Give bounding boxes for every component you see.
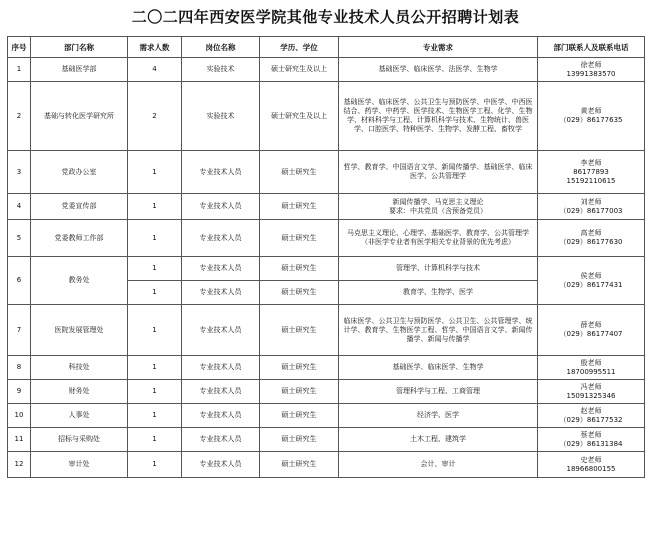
row-number: 4 <box>8 194 31 220</box>
row-number: 1 <box>8 58 31 82</box>
headcount: 2 <box>128 82 182 151</box>
major-requirements: 基础医学、临床医学、公共卫生与预防医学、中医学、中西医结合、药学、中药学、医学技术、生物医学工程、化学、生物学、材料科学与工程、计算机科学与技术、生物统计、兽医学、口腔医学、特种医学、生物学、发酵工程、畜牧学 <box>339 82 538 151</box>
contact-phone: 18700995511 <box>566 367 616 376</box>
headcount: 1 <box>128 281 182 305</box>
contact-phone: 15091325346 <box>566 391 616 400</box>
table-row <box>8 151 645 194</box>
row-number: 9 <box>8 380 31 404</box>
major-requirements: 教育学、生物学、医学 <box>339 281 538 305</box>
education-level: 硕士研究生 <box>260 428 339 452</box>
department-name: 财务处 <box>31 380 128 404</box>
contact-person: 徐老师 <box>580 60 602 69</box>
contact-person: 蔡老师 <box>580 430 602 439</box>
department-name: 教务处 <box>31 257 128 305</box>
education-level: 硕士研究生 <box>260 356 339 380</box>
education-level: 硕士研究生 <box>260 194 339 220</box>
headcount: 1 <box>128 257 182 281</box>
headcount: 1 <box>128 452 182 478</box>
recruitment-plan-table <box>7 36 645 478</box>
contact-person: 殷老师 <box>580 358 602 367</box>
education-level: 硕士研究生 <box>260 404 339 428</box>
contact-phone: （029）86177630 <box>559 238 623 246</box>
education-level: 硕士研究生 <box>260 452 339 478</box>
contact-phone: 86177893 <box>573 167 609 176</box>
table-row <box>8 257 645 281</box>
department-contact <box>538 194 645 220</box>
row-number: 7 <box>8 305 31 356</box>
contact-phone: （029）86177431 <box>559 280 623 289</box>
department-contact <box>538 380 645 404</box>
document-title: 二〇二四年西安医学院其他专业技术人员公开招聘计划表 <box>131 8 520 26</box>
department-contact <box>538 452 645 478</box>
education-level: 硕士研究生 <box>260 281 339 305</box>
headcount: 1 <box>128 404 182 428</box>
contact-person: 赵老师 <box>580 406 602 415</box>
department-contact <box>538 257 645 305</box>
contact-person: 侯老师 <box>580 271 602 280</box>
post-name: 专业技术人员 <box>182 380 260 404</box>
major-requirements: 基础医学、临床医学、法医学、生物学 <box>339 58 538 82</box>
header-contact: 部门联系人及联系电话 <box>538 37 645 58</box>
major-requirements: 马克思主义理论、心理学、基础医学、教育学、公共管理学（非医学专业者有医学相关专业背景的优先考虑） <box>339 220 538 257</box>
contact-phone: 15192110615 <box>566 176 616 185</box>
major-requirements: 管理学、计算机科学与技术 <box>339 257 538 281</box>
education-level: 硕士研究生 <box>260 305 339 356</box>
major-requirements: 临床医学、公共卫生与预防医学、公共卫生、公共管理学、统计学、教育学、生物医学工程、哲学、中国语言文学、新闻传播学、新闻与传播学 <box>339 305 538 356</box>
contact-person: 薛老师 <box>580 321 602 329</box>
post-name: 专业技术人员 <box>182 428 260 452</box>
education-level: 硕士研究生及以上 <box>260 58 339 82</box>
contact-person: 李老师 <box>580 158 602 167</box>
contact-person: 黄老师 <box>580 107 602 115</box>
headcount: 1 <box>128 194 182 220</box>
row-number: 3 <box>8 151 31 194</box>
education-level: 硕士研究生 <box>260 151 339 194</box>
header-requirements: 专业需求 <box>339 37 538 58</box>
post-name: 专业技术人员 <box>182 452 260 478</box>
department-name: 党委教师工作部 <box>31 220 128 257</box>
post-name: 专业技术人员 <box>182 281 260 305</box>
row-number: 8 <box>8 356 31 380</box>
row-number: 11 <box>8 428 31 452</box>
table-row <box>8 194 645 220</box>
contact-person: 高老师 <box>580 229 602 237</box>
table-header-row <box>8 37 645 58</box>
post-name: 实验技术 <box>182 82 260 151</box>
contact-phone: 18966800155 <box>566 464 616 473</box>
contact-phone: （029）86177003 <box>559 206 623 215</box>
row-number: 12 <box>8 452 31 478</box>
major-requirements: 管理科学与工程、工商管理 <box>339 380 538 404</box>
contact-person: 史老师 <box>580 455 602 464</box>
education-level: 硕士研究生 <box>260 380 339 404</box>
department-name: 基础医学部 <box>31 58 128 82</box>
post-name: 专业技术人员 <box>182 194 260 220</box>
table-row <box>8 356 645 380</box>
contact-phone: （029）86177635 <box>559 116 623 124</box>
table-row <box>8 220 645 257</box>
table-row <box>8 58 645 82</box>
contact-person: 冯老师 <box>580 382 602 391</box>
department-contact <box>538 58 645 82</box>
contact-phone: （029）86177407 <box>559 330 623 338</box>
department-name: 党政办公室 <box>31 151 128 194</box>
row-number: 5 <box>8 220 31 257</box>
department-contact <box>538 82 645 151</box>
major-requirements: 哲学、教育学、中国语言文学、新闻传播学、基础医学、临床医学、公共管理学 <box>339 151 538 194</box>
header-post: 岗位名称 <box>182 37 260 58</box>
contact-person: 刘老师 <box>580 197 602 206</box>
department-name: 基础与转化医学研究所 <box>31 82 128 151</box>
table-row <box>8 404 645 428</box>
department-contact <box>538 356 645 380</box>
department-contact <box>538 404 645 428</box>
major-requirements: 土木工程、建筑学 <box>339 428 538 452</box>
major-requirements: 基础医学、临床医学、生物学 <box>339 356 538 380</box>
header-dept: 部门名称 <box>31 37 128 58</box>
headcount: 1 <box>128 428 182 452</box>
post-name: 专业技术人员 <box>182 305 260 356</box>
department-contact <box>538 220 645 257</box>
education-level: 硕士研究生 <box>260 257 339 281</box>
header-no: 序号 <box>8 37 31 58</box>
post-name: 实验技术 <box>182 58 260 82</box>
department-contact <box>538 428 645 452</box>
row-number: 10 <box>8 404 31 428</box>
department-name: 审计处 <box>31 452 128 478</box>
row-number: 2 <box>8 82 31 151</box>
table-row <box>8 305 645 356</box>
major-requirements: 会计、审计 <box>339 452 538 478</box>
post-name: 专业技术人员 <box>182 257 260 281</box>
header-education: 学历、学位 <box>260 37 339 58</box>
table-row <box>8 428 645 452</box>
department-name: 人事处 <box>31 404 128 428</box>
contact-phone: （029）86177532 <box>559 415 623 424</box>
table-row <box>8 380 645 404</box>
post-name: 专业技术人员 <box>182 151 260 194</box>
headcount: 1 <box>128 356 182 380</box>
headcount: 1 <box>128 305 182 356</box>
department-contact <box>538 305 645 356</box>
headcount: 1 <box>128 220 182 257</box>
department-name: 医院发展管理处 <box>31 305 128 356</box>
department-name: 科技处 <box>31 356 128 380</box>
post-name: 专业技术人员 <box>182 356 260 380</box>
post-name: 专业技术人员 <box>182 220 260 257</box>
major-requirements: 新闻传播学、马克思主义理论 要求：中共党员（含预备党员） <box>339 194 538 220</box>
contact-phone: （029）86131384 <box>559 439 623 448</box>
headcount: 1 <box>128 151 182 194</box>
row-number: 6 <box>8 257 31 305</box>
department-name: 招标与采购处 <box>31 428 128 452</box>
contact-phone: 13991383570 <box>566 69 616 78</box>
table-row <box>8 452 645 478</box>
department-contact <box>538 151 645 194</box>
major-requirements: 经济学、医学 <box>339 404 538 428</box>
header-count: 需求人数 <box>128 37 182 58</box>
education-level: 硕士研究生及以上 <box>260 82 339 151</box>
table-row <box>8 82 645 151</box>
education-level: 硕士研究生 <box>260 220 339 257</box>
headcount: 1 <box>128 380 182 404</box>
department-name: 党委宣传部 <box>31 194 128 220</box>
headcount: 4 <box>128 58 182 82</box>
post-name: 专业技术人员 <box>182 404 260 428</box>
